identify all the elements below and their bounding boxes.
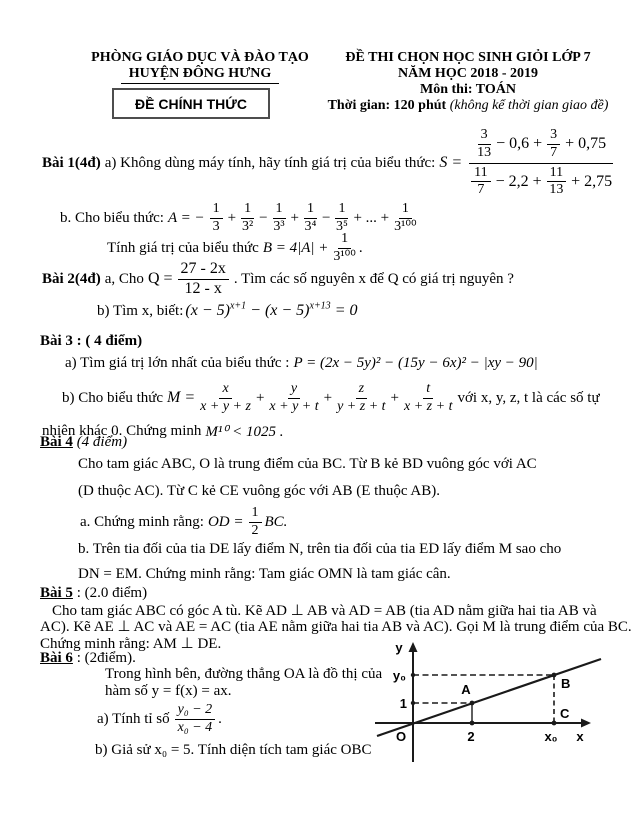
problem-6-label: Bài 6 <box>40 650 73 666</box>
point-y0-on-y-axis <box>411 673 415 677</box>
two-label: 2 <box>467 729 475 744</box>
problem-3b-pre: b) Cho biểu thức <box>62 389 164 406</box>
b-point-label: B <box>561 676 571 691</box>
subject: Môn thi: TOÁN <box>420 82 516 97</box>
problem-1-label: Bài 1(4đ) <box>42 154 101 171</box>
formula-s-lhs: S = <box>439 154 463 171</box>
official-exam-stamp <box>112 88 270 119</box>
problem-4-label-line <box>40 434 127 451</box>
problem-4a-pre: a. Chứng minh rằng: <box>80 513 204 530</box>
duration-note: (không kể thời gian giao đề) <box>449 98 609 113</box>
problem-3b-post: với x, y, z, t là các số tự <box>457 389 600 406</box>
formula-a-lhs: A = − <box>167 209 205 226</box>
problem-5-line2: AC). Kẽ AE ⊥ AC và AE = AC (tia AE nằm giữa hai tia AB và AC). Gọi M là trung điểm của BC. <box>40 619 632 635</box>
problem-5-line1: Cho tam giác ABC có góc A tù. Kẽ AD ⊥ AB và AD = AB (tia AD nằm giữa hai tia AB và <box>52 603 597 619</box>
problem-1b-text: b. Cho biểu thức: <box>60 209 164 226</box>
district-name: HUYỆN ĐÔNG HƯNG <box>121 66 280 84</box>
point-a <box>470 701 475 706</box>
problem-5-points: : (2.0 điểm) <box>76 585 148 601</box>
c-point-label: C <box>560 706 570 721</box>
origin-label: O <box>395 729 407 744</box>
point-b <box>552 673 557 678</box>
header-left <box>70 50 330 84</box>
x-axis-arrow-icon <box>581 719 591 728</box>
problem-4-line1: Cho tam giác ABC, O là trung điểm của BC. Từ B kẻ BD vuông góc với AC <box>78 456 537 472</box>
y0-label: y₀ <box>392 668 406 683</box>
formula-od-post: BC. <box>264 513 288 530</box>
problem-6-points: : (2điểm). <box>76 650 136 666</box>
formula-b-lhs: B = 4|A| + <box>262 239 329 256</box>
formula-m-ineq: M¹⁰ < 1025 . <box>205 423 284 440</box>
problem-4-points: (4 điểm) <box>76 434 128 450</box>
formula-s-fraction: $\frac{3}{13}$ − 0,6 + $\frac{3}{7}$ + 0,75 $\frac{11}{7}$ − 2,2 + $\frac{11}{13}$ + 2,75 <box>468 128 614 198</box>
problem-1-part-c: Tính giá trị của biểu thức B = 4|A| + $\frac{1}{\text{3¹⁰⁰}}$ . <box>107 230 363 264</box>
duration-bold: Thời gian: 120 phút <box>327 98 447 113</box>
problem-2-label: Bài 2(4đ) <box>42 270 101 287</box>
problem-2a-post: . Tìm các số nguyên x để Q có giá trị nguyên ? <box>233 270 514 287</box>
problem-3-label: Bài 3 : ( 4 điểm) <box>40 333 143 349</box>
formula-x5-eq: $(x - 5)^{x+1} - (x - 5)^{x+13} = 0$ <box>185 300 358 319</box>
point-1-on-y-axis <box>411 701 415 705</box>
line-oa <box>377 659 601 736</box>
problem-1c-text: Tính giá trị của biểu thức <box>107 239 259 256</box>
header-right <box>318 50 618 114</box>
y-axis-label: y <box>395 640 403 655</box>
problem-2-part-b <box>95 299 357 323</box>
formula-m-lhs: M = <box>167 389 196 406</box>
problem-1-part-a <box>40 127 618 198</box>
problem-4-part-a: a. Chứng minh rằng: OD = $\frac{1}{2}$ BC. <box>80 504 288 538</box>
problem-3a-pre: a) Tìm giá trị lớn nhất của biểu thức : <box>65 354 290 371</box>
school-year: NĂM HỌC 2018 - 2019 <box>398 66 538 81</box>
problem-4-line2: (D thuộc AC). Từ C kẻ CE vuông góc với AB (E thuộc AB). <box>78 483 441 499</box>
formula-q-lhs: Q = <box>147 270 173 287</box>
problem-5-label: Bài 5 <box>40 585 73 601</box>
problem-4b-line1: b. Trên tia đối của tia DE lấy điểm N, trên tia đối của tia ED lấy điểm M sao cho <box>78 541 562 557</box>
problem-6-label-line <box>40 650 136 667</box>
problem-3-part-b: b) Cho biểu thức M = $\frac{x}{x + y + z}$ + $\frac{y}{x + y + t}$ + $\frac{z}{y + z + t}$ + $\frac{t}{x + z + t}$ với x, y, z, t là các số tự <box>62 380 600 414</box>
point-x0-on-x-axis <box>552 721 557 726</box>
problem-3-cont-text: nhiên khác 0. Chứng minh <box>42 422 202 439</box>
y-axis-arrow-icon <box>409 642 418 652</box>
problem-4b-line2: DN = EM. Chứng minh rằng: Tam giác OMN là tam giác cân. <box>78 566 451 582</box>
graph-figure <box>373 638 640 788</box>
problem-2a-pre: a, Cho <box>104 270 144 287</box>
formula-od-lhs: OD = <box>207 513 244 530</box>
stamp-text: ĐỀ CHÍNH THỨC <box>135 95 247 112</box>
problem-1a-text: a) Không dùng máy tính, hãy tính giá trị của biểu thức: <box>104 154 436 171</box>
problem-1-part-b: b. Cho biểu thức: A = − $\frac{1}{3}$ + $\frac{1}{\text{3²}}$ − $\frac{1}{\text{3³}}$ + $\frac{1}{\text{3⁴}}$ − $\frac{1}{\text{3⁵}}$ + ... + $\frac{1}{\text{3¹⁰⁰}}$ <box>60 200 417 234</box>
duration-line <box>318 98 618 114</box>
problem-2-part-a: Bài 2(4đ) a, Cho Q = $\frac{27 - 2x}{12 - x}$ . Tìm các số nguyên x để Q có giá trị nguyên ? <box>42 259 514 297</box>
problem-6-part-a: a) Tính tỉ số $\frac{\text{y₀ − 2}}{\text{x₀ − 4}}$ . <box>97 701 222 735</box>
formula-p-eq: P = (2x − 5y)² − (15y − 6x)² − |xy − 90| <box>293 354 538 371</box>
problem-5-line3: Chứng minh rằng: AM ⊥ DE. <box>40 636 222 652</box>
problem-5-label-line <box>40 585 147 602</box>
problem-6a-pre: a) Tính tỉ số <box>97 710 170 727</box>
problem-6-line1: Trong hình bên, đường thẳng OA là đồ thị của <box>105 666 383 682</box>
one-label: 1 <box>399 696 407 711</box>
problem-6-line2: hàm số y = f(x) = ax. <box>105 683 232 699</box>
x0-label: x₀ <box>544 729 558 744</box>
x-axis-label: x <box>576 729 584 744</box>
problem-4-label: Bài 4 <box>40 434 73 450</box>
problem-6-part-b: b) Giả sử x₀ = 5. Tính diện tích tam giác OBC <box>95 742 372 758</box>
point-2-on-x-axis <box>470 721 475 726</box>
problem-3-part-a <box>63 352 540 374</box>
exam-title: ĐỀ THI CHỌN HỌC SINH GIỎI LỚP 7 <box>345 50 591 65</box>
a-point-label: A <box>461 682 471 697</box>
issuing-office: PHÒNG GIÁO DỤC VÀ ĐÀO TẠO <box>91 50 309 65</box>
problem-2b-pre: b) Tìm x, biết: <box>97 302 184 319</box>
